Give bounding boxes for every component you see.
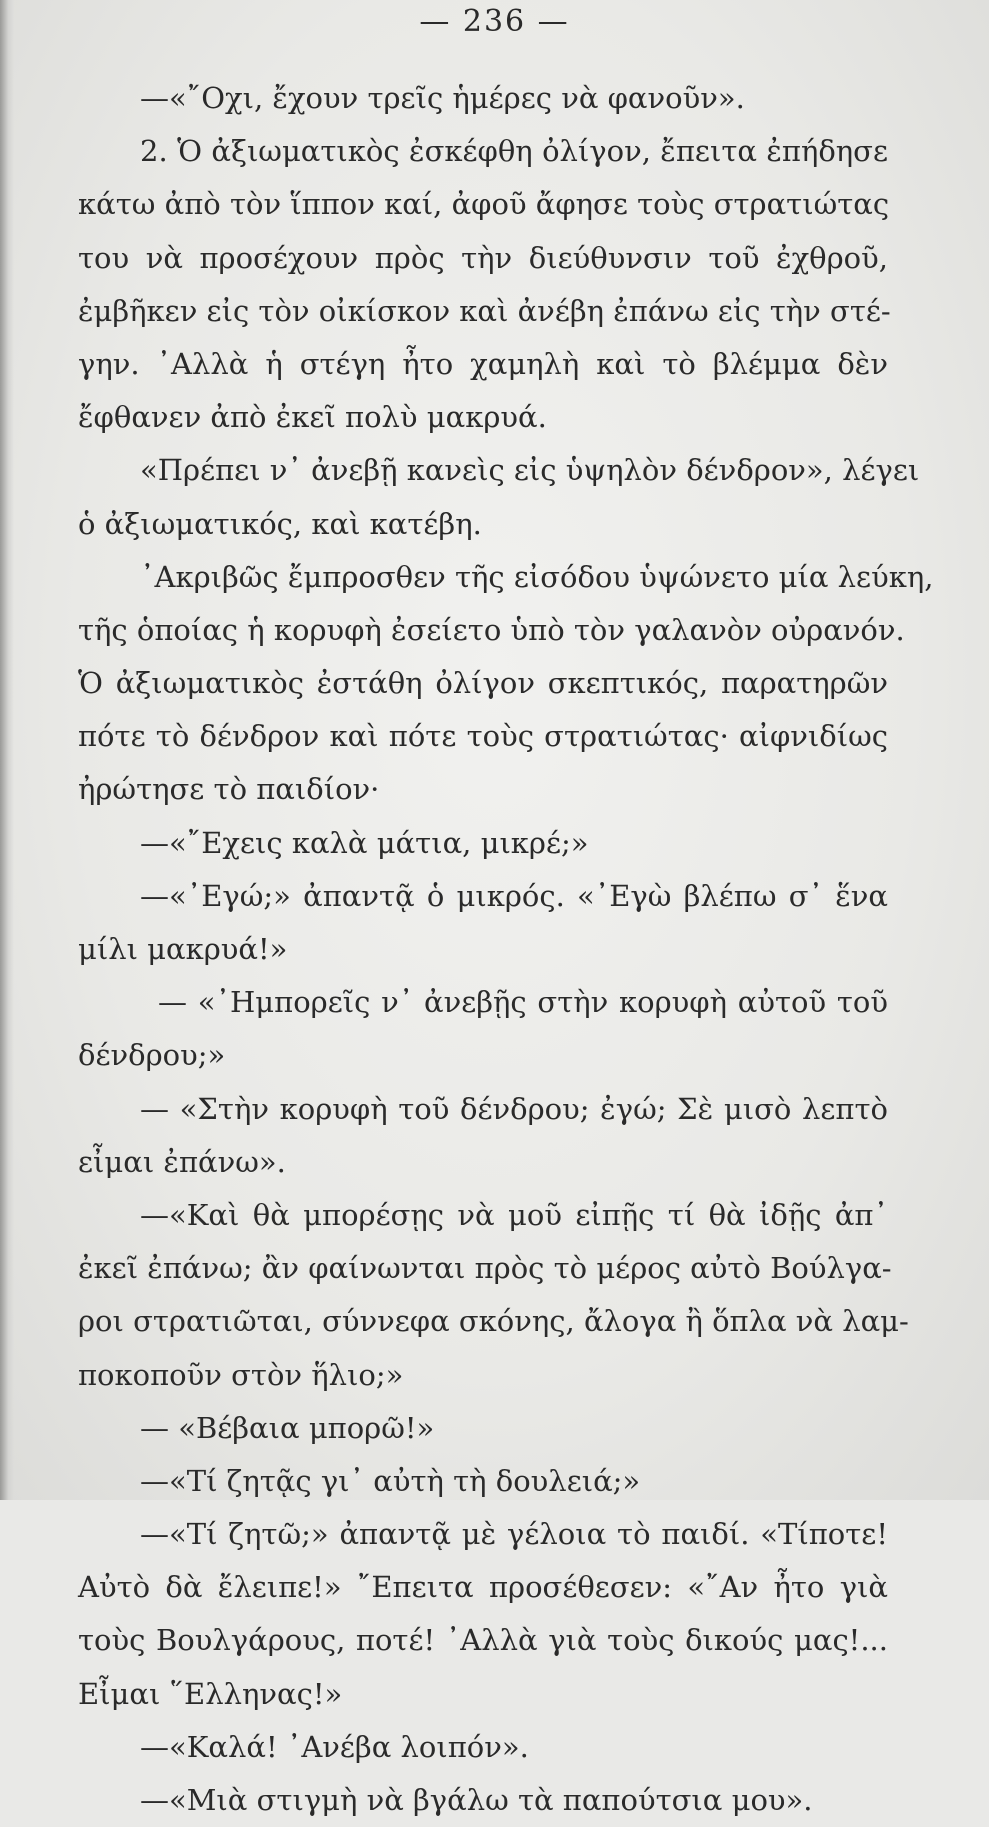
text-line: 2. Ὁ ἀξιωματικὸς ἐσκέφθη ὀλίγον, ἔπειτα ἐπήδησε bbox=[140, 134, 888, 169]
text-line: ὁ ἀξιωματικός, καὶ κατέβη. bbox=[78, 506, 482, 541]
text-line: γην. ᾿Αλλὰ ἡ στέγη ἦτο χαμηλὴ καὶ τὸ βλέμμα δὲν bbox=[78, 346, 888, 381]
text-line: — «᾿Ημπορεῖς ν᾿ ἀνεβῇς στὴν κορυφὴ αὐτοῦ τοῦ bbox=[158, 985, 888, 1020]
text-line: του νὰ προσέχουν πρὸς τὴν διεύθυνσιν τοῦ ἐχθροῦ, bbox=[78, 240, 888, 275]
text-line: —«Τί ζητῶ;» ἀπαντᾷ μὲ γέλοια τὸ παιδί. «Τίποτε! bbox=[140, 1517, 888, 1552]
text-line: δένδρου;» bbox=[78, 1038, 226, 1073]
text-line: «Πρέπει ν᾿ ἀνεβῇ κανεὶς εἰς ὑψηλὸν δένδρον», λέγει bbox=[140, 453, 920, 488]
text-body bbox=[78, 72, 934, 1827]
text-line: —«᾿Εγώ;» ἀπαντᾷ ὁ μικρός. «᾿Εγὼ βλέπω σ᾿ ἕνα bbox=[140, 878, 888, 913]
text-line: ἐμβῆκεν εἰς τὸν οἰκίσκον καὶ ἀνέβη ἐπάνω εἰς τὴν στέ- bbox=[78, 293, 891, 328]
text-line: — «Στὴν κορυφὴ τοῦ δένδρου; ἐγώ; Σὲ μισὸ λεπτὸ bbox=[140, 1091, 888, 1126]
text-line: ᾿Ακριβῶς ἔμπροσθεν τῆς εἰσόδου ὑψώνετο μία λεύκη, bbox=[140, 559, 934, 594]
page-number: — 236 — bbox=[419, 4, 570, 39]
text-line: — «Βέβαια μπορῶ!» bbox=[140, 1410, 435, 1445]
text-line: τοὺς Βουλγάρους, ποτέ! ᾿Αλλὰ γιὰ τοὺς δικούς μας!... bbox=[78, 1623, 888, 1658]
text-line: εἶμαι ἐπάνω». bbox=[78, 1144, 286, 1179]
text-line: —«῎Εχεις καλὰ μάτια, μικρέ;» bbox=[140, 825, 589, 860]
spine-shadow bbox=[0, 0, 14, 1500]
text-line: —«Καλά! ᾿Ανέβα λοιπόν». bbox=[140, 1729, 529, 1764]
text-line: Ὁ ἀξιωματικὸς ἐστάθη ὀλίγον σκεπτικός, παρατηρῶν bbox=[78, 666, 888, 701]
text-line: ἠρώτησε τὸ παιδίον· bbox=[78, 772, 380, 807]
text-line: Αὐτὸ δὰ ἔλειπε!» ῎Επειτα προσέθεσεν: «῎Αν ἦτο γιὰ bbox=[78, 1570, 888, 1605]
text-line: —«Καὶ θὰ μπορέσῃς νὰ μοῦ εἰπῇς τί θὰ ἰδῇς ἀπ᾿ bbox=[140, 1197, 888, 1232]
text-line: πότε τὸ δένδρον καὶ πότε τοὺς στρατιώτας· αἰφνιδίως bbox=[78, 719, 888, 754]
text-line: μίλι μακρυά!» bbox=[78, 932, 288, 966]
text-line: —«Μιὰ στιγμὴ νὰ βγάλω τὰ παπούτσια μου». bbox=[140, 1783, 813, 1817]
text-line: —«῎Οχι, ἔχουν τρεῖς ἡμέρες νὰ φανοῦν». bbox=[140, 81, 745, 115]
text-line: τῆς ὁποίας ἡ κορυφὴ ἐσείετο ὑπὸ τὸν γαλανὸν οὐρανόν. bbox=[78, 612, 905, 647]
text-line: —«Τί ζητᾷς γι᾿ αὐτὴ τὴ δουλειά;» bbox=[140, 1463, 641, 1498]
text-line: ποκοποῦν στὸν ἥλιο;» bbox=[78, 1357, 404, 1392]
text-line: ροι στρατιῶται, σύννεφα σκόνης, ἄλογα ἢ ὅπλα νὰ λαμ- bbox=[78, 1304, 909, 1339]
text-line: κάτω ἀπὸ τὸν ἵππον καί, ἀφοῦ ἄφησε τοὺς στρατιώτας bbox=[78, 187, 890, 222]
text-line: ἐκεῖ ἐπάνω; ἂν φαίνωνται πρὸς τὸ μέρος αὐτὸ Βούλγα- bbox=[78, 1251, 892, 1286]
text-line: Εἶμαι ῞Ελληνας!» bbox=[78, 1676, 343, 1711]
text-line: ἔφθανεν ἀπὸ ἐκεῖ πολὺ μακρυά. bbox=[78, 400, 547, 435]
